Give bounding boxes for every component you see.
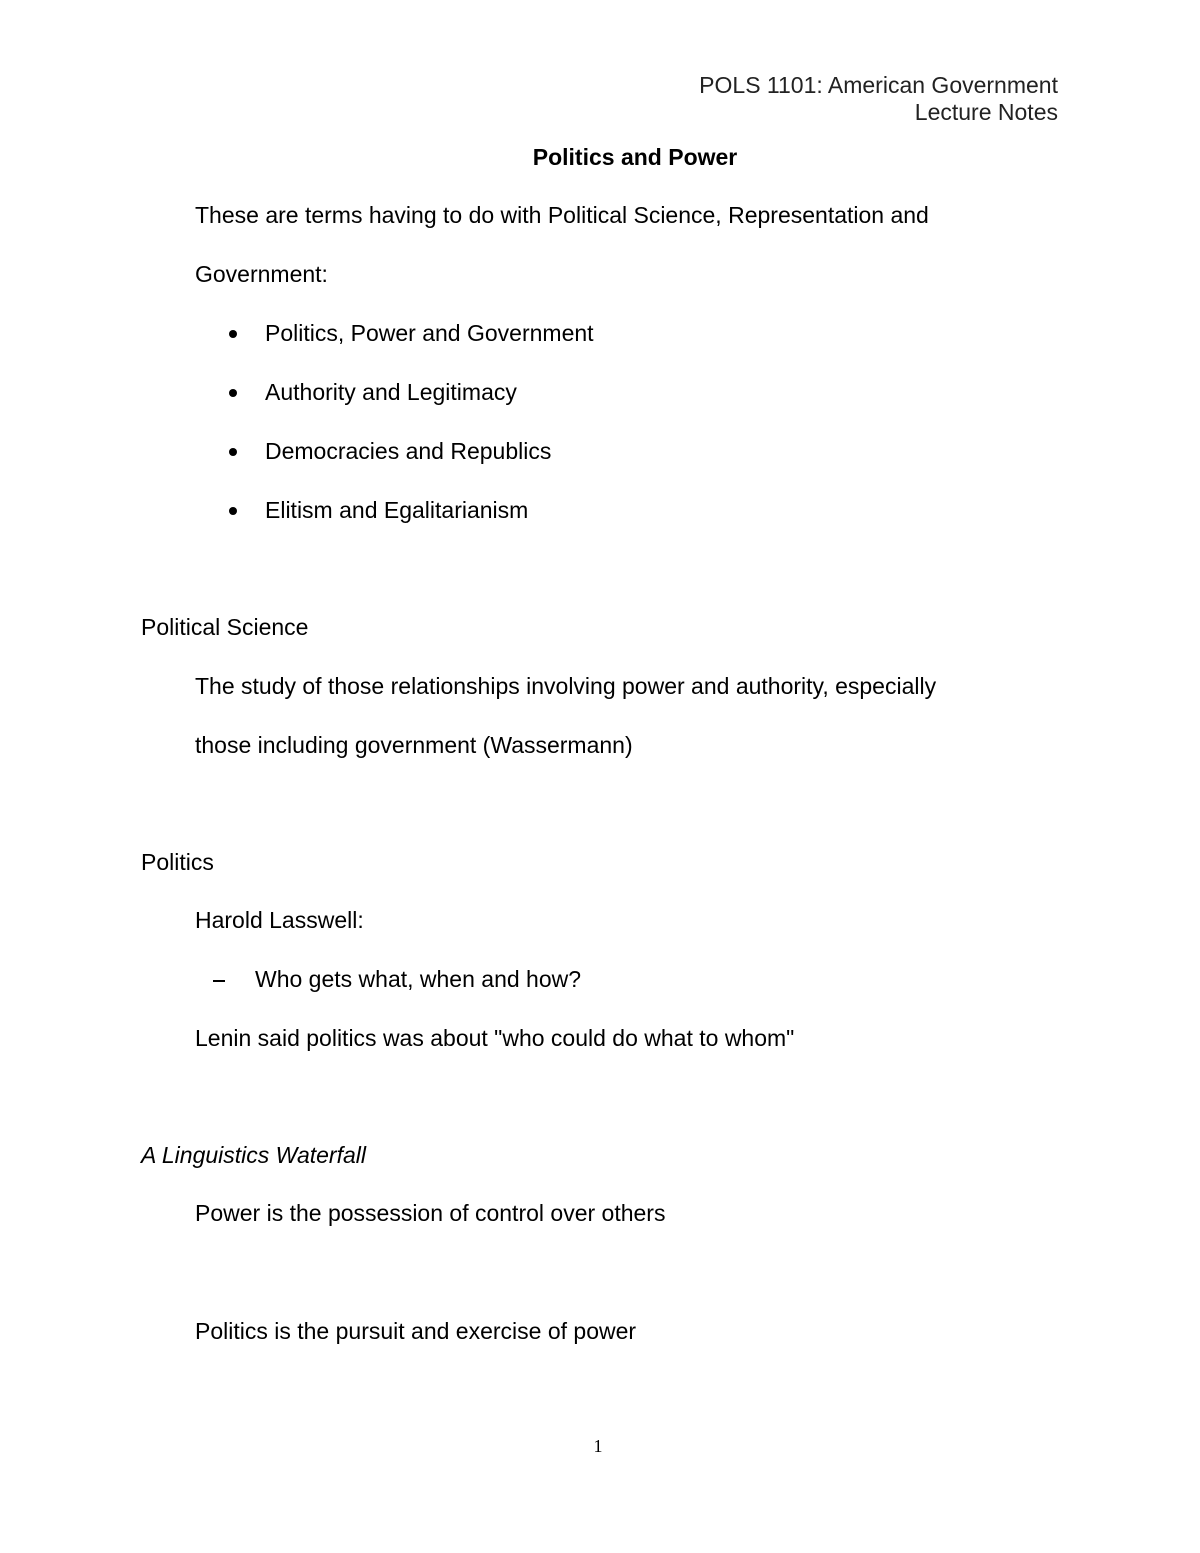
political-science-definition-line-1: The study of those relationships involving power and authority, especially (195, 673, 937, 699)
page-number: 1 (593, 1436, 603, 1456)
intro-line-1: These are terms having to do with Political Science, Representation and (195, 202, 929, 228)
political-science-heading: Political Science (141, 614, 309, 640)
power-definition: Power is the possession of control over others (195, 1200, 666, 1226)
politics-heading: Politics (141, 849, 214, 875)
term-label: Authority and Legitimacy (265, 379, 517, 405)
term-label: Democracies and Republics (265, 438, 552, 464)
course-header: POLS 1101: American Government (699, 72, 1058, 98)
term-label: Politics, Power and Government (265, 320, 594, 346)
waterfall-heading: A Linguistics Waterfall (141, 1142, 366, 1168)
dash-icon (213, 980, 225, 982)
bullet-icon (229, 389, 237, 397)
lasswell-quote: Who gets what, when and how? (255, 966, 582, 992)
term-label: Elitism and Egalitarianism (265, 497, 529, 523)
bullet-icon (229, 448, 237, 456)
page-title: Politics and Power (532, 144, 738, 170)
bullet-icon (229, 330, 237, 338)
bullet-icon (229, 507, 237, 515)
politics-definition: Politics is the pursuit and exercise of power (195, 1318, 637, 1344)
intro-line-2: Government: (195, 261, 328, 287)
lasswell-attribution: Harold Lasswell: (195, 907, 364, 933)
lenin-quote: Lenin said politics was about "who could do what to whom" (195, 1025, 795, 1051)
political-science-definition-line-2: those including government (Wassermann) (195, 732, 633, 758)
lecture-notes-label: Lecture Notes (914, 99, 1058, 125)
